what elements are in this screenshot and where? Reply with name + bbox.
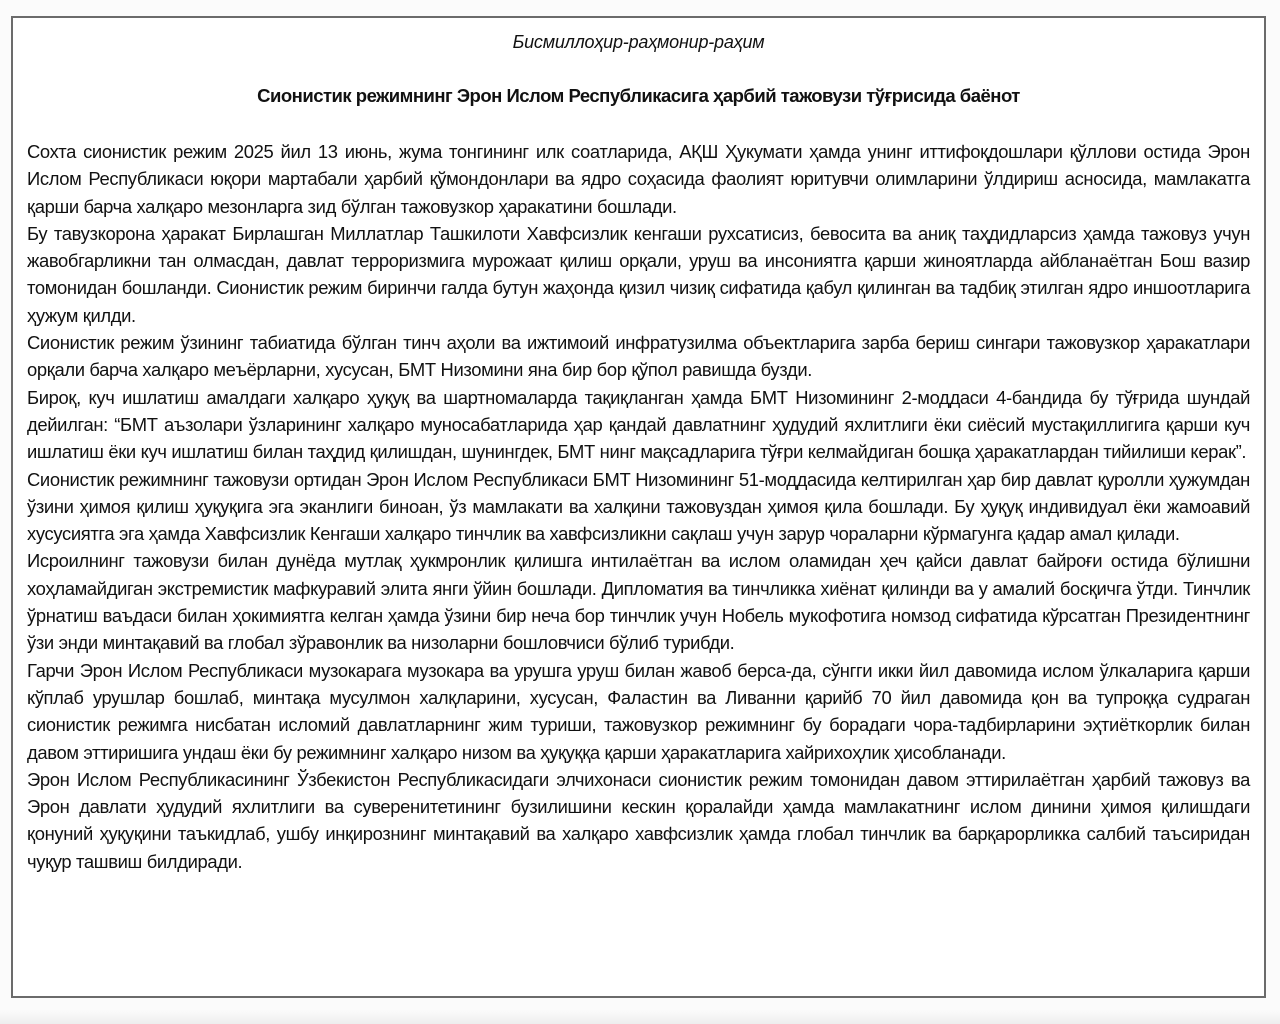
page-bottom-edge (0, 1010, 1280, 1024)
document-title: Сионистик режимнинг Эрон Ислом Республикасига ҳарбий тажовузи тўғрисида баёнот (257, 85, 1020, 106)
paragraph: Сохта сионистик режим 2025 йил 13 июнь, жума тонгининг илк соатларида, АҚШ Ҳукумати ҳамда унинг иттифоқдошлари қўллови остида Эрон Ислом Республикаси юқори мартабали ҳарбий қўмондонлари ва ядро соҳасида фаолият юритувчи олимларини ўлдириш асносида, мамлакатга қарши барча халқаро мезонларга зид бўлган тажовузкор ҳаракатини бошлади. (27, 141, 1250, 217)
paragraph: Сионистик режим ўзининг табиатида бўлган тинч аҳоли ва ижтимоий инфратузилма объектларига зарба бериш сингари тажовузкор ҳаракатлари орқали барча халқаро меъёрларни, хусусан, БМТ Низомини яна бир бор қўпол равишда бузди. (27, 332, 1250, 381)
paragraph: Бу тавузкорона ҳаракат Бирлашган Миллатлар Ташкилоти Хавфсизлик кенгаши рухсатисиз, бевосита ва аниқ таҳдидларсиз ҳамда тажовуз учун жавобгарликни тан олмасдан, давлат терроризмига мурожаат қилиш орқали, уруш ва инсониятга қарши жиноятларда айбланаётган Бош вазир томонидан бошланди. Сионистик режим биринчи галда бутун жаҳонда қизил чизиқ сифатида қабул қилинган ва тадбиқ этилган ядро иншоотларига ҳужум қилди. (27, 222, 1250, 326)
document-body (27, 138, 1250, 875)
paragraph: Гарчи Эрон Ислом Республикаси музокарага музокара ва урушга уруш билан жавоб берса-да, сўнгги икки йил давомида ислом ўлкаларига қарши кўплаб урушлар бошлаб, минтақа мусулмон халқларини, хусусан, Фаластин ва Ливанни қарийб 70 йил давомида қон ва тупроққа судраган сионистик режимга нисбатан исломий давлатларнинг жим туриши, тажовузкор режимнинг бу борадаги чора-тадбирларини эҳтиёткорлик билан давом эттиришига ундаш ёки бу режимнинг халқаро низом ва ҳуқуққа қарши ҳаракатларига хайрихоҳлик ҳисобланади. (27, 659, 1250, 763)
document-header: Бисмиллоҳир-раҳмонир-раҳим (512, 32, 765, 52)
paragraph: Сионистик режимнинг тажовузи ортидан Эрон Ислом Республикаси БМТ Низомининг 51-моддасида келтирилган ҳар бир давлат қуролли ҳужумдан ўзини ҳимоя қилиш ҳуқуқига эга эканлиги биноан, ўз мамлакати ва халқини тажовуздан ҳимоя қила бошлади. Бу ҳуқуқ индивидуал ёки жамоавий хусусиятга эга ҳамда Хавфсизлик Кенгаши халқаро тинчлик ва хавфсизликни сақлаш учун зарур чораларни кўрмагунга қадар амал қилади. (27, 468, 1250, 545)
document-page (11, 16, 1266, 998)
paragraph: Бироқ, куч ишлатиш амалдаги халқаро ҳуқуқ ва шартномаларда тақиқланган ҳамда БМТ Низомининг 2-моддаси 4-бандида бу тўғрида шундай дейилган: “БМТ аъзолари ўзларининг халқаро муносабатларида ҳар қандай давлатнинг ҳудудий яхлитлиги ёки сиёсий мустақиллигига қарши куч ишлатиш ёки куч ишлатиш билан таҳдид қилишдан, шунингдек, БМТ нинг мақсадларига тўғри келмайдиган бошқа ҳаракатлардан тийилиши керак”. (27, 386, 1250, 463)
paragraph: Исроилнинг тажовузи билан дунёда мутлақ ҳукмронлик қилишга интилаётган ва ислом оламидан ҳеч қайси давлат байроғи остида бўлишни хоҳламайдиган экстремистик мафкуравий элита янги ўйин бошлади. Дипломатия ва тинчликка хиёнат қилинди ва у амалий босқичга ўтди. Тинчлик ўрнатиш ваъдаси билан ҳокимиятга келган ҳамда ўзини бир неча бор тинчлик учун Нобель мукофотига номзод сифатида кўрсатган Президентнинг ўзи энди минтақавий ва глобал зўравонлик ва низоларни бошловчиси бўлиб турибди. (27, 550, 1250, 654)
paragraph: Эрон Ислом Республикасининг Ўзбекистон Республикасидаги элчихонаси сионистик режим томонидан давом эттирилаётган ҳарбий тажовуз ва Эрон давлати ҳудудий яхлитлиги ва суверенитетининг бузилишини кескин қоралайди ҳамда мамлакатнинг ислом динини ҳимоя қилишдаги қонуний ҳуқуқини таъкидлаб, ушбу инқирознинг минтақавий ва халқаро хавфсизлик ҳамда глобал тинчлик ва барқарорликка салбий таъсиридан чуқур ташвиш билдиради. (27, 768, 1250, 872)
